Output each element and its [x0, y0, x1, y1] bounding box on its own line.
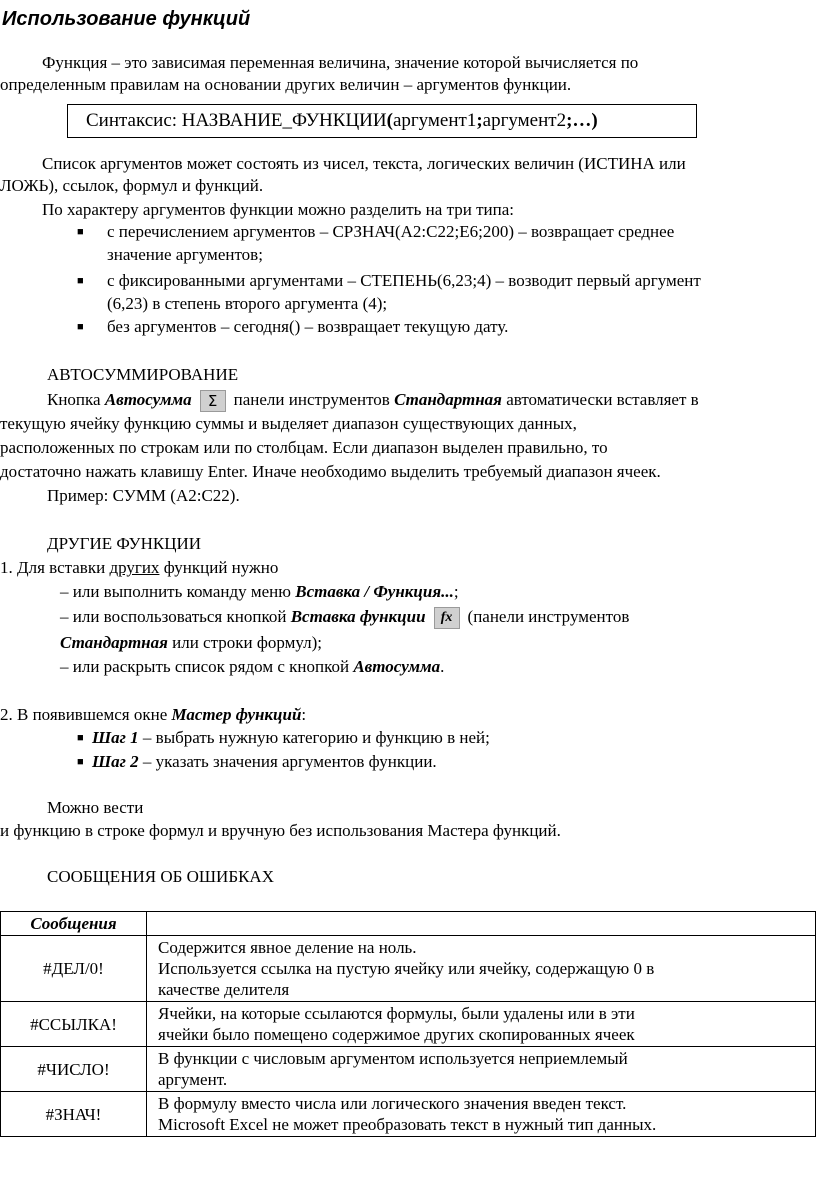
syntax-open: (	[386, 110, 393, 131]
error-desc-line: ячейки было помещено содержимое других скопированных ячеек	[158, 1025, 635, 1044]
option-2-button-name: Вставка функции	[290, 607, 426, 626]
autosum-line-1	[47, 389, 699, 412]
bullet-icon: ■	[77, 226, 84, 238]
option-3-c: .	[440, 657, 445, 676]
option-1-c: ;	[453, 582, 459, 601]
note-line-1: Можно вести	[47, 798, 144, 817]
autosum-text-a: Кнопка	[47, 390, 105, 409]
other-p2	[0, 704, 306, 726]
syntax-sep1: ;	[476, 110, 483, 131]
option-3-a: – или раскрыть список рядом с кнопкой	[60, 657, 354, 676]
standard-toolbar-name: Стандартная	[394, 390, 502, 409]
intro-line-2: определенным правилам на основании других величин – аргументов функции.	[0, 75, 572, 94]
error-code: #ССЫЛКА!	[1, 1002, 147, 1047]
error-description	[147, 1092, 816, 1137]
table-row	[1, 1047, 816, 1092]
step-2-text: – указать значения аргументов функции.	[138, 752, 437, 771]
args-line-2: ЛОЖЬ), ссылок, формул и функций.	[0, 176, 264, 195]
autosum-text-c: панели инструментов	[233, 390, 395, 409]
syntax-arg1: аргумент1	[392, 110, 477, 131]
option-1-a: – или выполнить команду меню	[60, 582, 296, 601]
autosum-line-2: текущую ячейку функцию суммы и выделяет диапазон существующих данных,	[0, 414, 577, 433]
autosum-example: Пример: СУММ (А2:С22).	[47, 486, 240, 505]
arg-type-1-line-1: с перечислением аргументов – СРЗНАЧ(А2:С22;Е6;200) – возвращает среднее	[107, 222, 675, 241]
column-header-empty	[147, 912, 816, 936]
syntax-box	[67, 104, 697, 138]
error-desc-line: В функции с числовым аргументом используется неприемлемый	[158, 1049, 628, 1068]
bullet-icon: ■	[77, 321, 84, 333]
sigma-icon: Σ	[200, 390, 226, 412]
arg-type-3-line-1: без аргументов – сегодня() – возвращает текущую дату.	[107, 317, 509, 336]
error-desc-line: качестве делителя	[158, 980, 290, 999]
other-p2-c: :	[301, 705, 307, 724]
error-description	[147, 1002, 816, 1047]
step-2-label: Шаг 2	[92, 752, 139, 771]
error-desc-line: Ячейки, на которые ссылаются формулы, были удалены или в эти	[158, 1004, 635, 1023]
other-option-2-cont	[60, 632, 322, 654]
other-heading: ДРУГИЕ ФУНКЦИИ	[47, 534, 202, 553]
autosum-heading: АВТОСУММИРОВАНИЕ	[47, 365, 239, 384]
syntax-label: Синтаксис: НАЗВАНИЕ_ФУНКЦИИ	[86, 110, 387, 131]
error-code: #ЧИСЛО!	[1, 1047, 147, 1092]
args-types-intro: По характеру аргументов функции можно разделить на три типа:	[42, 200, 514, 219]
fx-icon: fx	[434, 607, 460, 629]
other-p2-a: 2. В появившемся окне	[0, 705, 172, 724]
table-row	[1, 1002, 816, 1047]
error-desc-line: аргумент.	[158, 1070, 228, 1089]
other-p1-b: других	[109, 558, 160, 577]
syntax-arg2: аргумент2	[482, 110, 567, 131]
other-p1-c: функций нужно	[159, 558, 279, 577]
step-1	[92, 727, 490, 749]
option-2-toolbar: Стандартная	[60, 633, 168, 652]
autosum-name: Автосумма	[104, 390, 192, 409]
option-2-a: – или воспользоваться кнопкой	[60, 607, 291, 626]
other-option-1	[60, 581, 459, 603]
wizard-name: Мастер функций	[171, 705, 302, 724]
arg-type-1-line-2: значение аргументов;	[107, 245, 263, 264]
syntax-rest: …)	[572, 110, 598, 131]
table-row	[1, 936, 816, 1002]
error-desc-line: В формулу вместо числа или логического значения введен текст.	[158, 1094, 627, 1113]
step-1-label: Шаг 1	[92, 728, 139, 747]
intro-line-1: Функция – это зависимая переменная величина, значение которой вычисляется по	[42, 53, 639, 72]
autosum-text-e: автоматически вставляет в	[501, 390, 699, 409]
option-2-e: или строки формул);	[167, 633, 322, 652]
autosum-line-4: достаточно нажать клавишу Enter. Иначе необходимо выделить требуемый диапазон ячеек.	[0, 462, 661, 481]
errors-heading: СООБЩЕНИЯ ОБ ОШИБКАХ	[47, 867, 274, 886]
error-desc-line: Microsoft Excel не может преобразовать текст в нужный тип данных.	[158, 1115, 657, 1134]
error-desc-line: Используется ссылка на пустую ячейку или ячейку, содержащую 0 в	[158, 959, 655, 978]
arg-type-2-line-1: с фиксированными аргументами – СТЕПЕНЬ(6,23;4) – возводит первый аргумент	[107, 271, 701, 290]
step-1-text: – выбрать нужную категорию и функцию в ней;	[138, 728, 490, 747]
arg-type-2-line-2: (6,23) в степень второго аргумента (4);	[107, 294, 388, 313]
other-option-3	[60, 656, 444, 678]
error-desc-line: Содержится явное деление на ноль.	[158, 938, 417, 957]
bullet-icon: ■	[77, 756, 84, 768]
bullet-icon: ■	[77, 732, 84, 744]
error-code: #ЗНАЧ!	[1, 1092, 147, 1137]
syntax-sep2: ;	[566, 110, 573, 131]
document-title: Использование функций	[2, 8, 251, 30]
table-row	[1, 1092, 816, 1137]
option-1-menu: Вставка / Функция...	[295, 582, 454, 601]
error-description	[147, 1047, 816, 1092]
errors-table	[0, 911, 816, 1137]
other-option-2	[60, 606, 629, 629]
bullet-icon: ■	[77, 275, 84, 287]
args-line-1: Список аргументов может состоять из чисел, текста, логических величин (ИСТИНА или	[42, 154, 686, 173]
column-header-messages: Сообщения	[1, 912, 147, 936]
autosum-line-3: расположенных по строкам или по столбцам. Если диапазон выделен правильно, то	[0, 438, 608, 457]
table-header-row	[1, 912, 816, 936]
note-line-2: и функцию в строке формул и вручную без использования Мастера функций.	[0, 821, 561, 840]
other-p1-a: 1. Для вставки	[0, 558, 110, 577]
other-p1	[0, 557, 278, 579]
error-description	[147, 936, 816, 1002]
error-code: #ДЕЛ/0!	[1, 936, 147, 1002]
option-2-c: (панели инструментов	[467, 607, 630, 626]
option-3-name: Автосумма	[353, 657, 441, 676]
step-2	[92, 751, 437, 773]
